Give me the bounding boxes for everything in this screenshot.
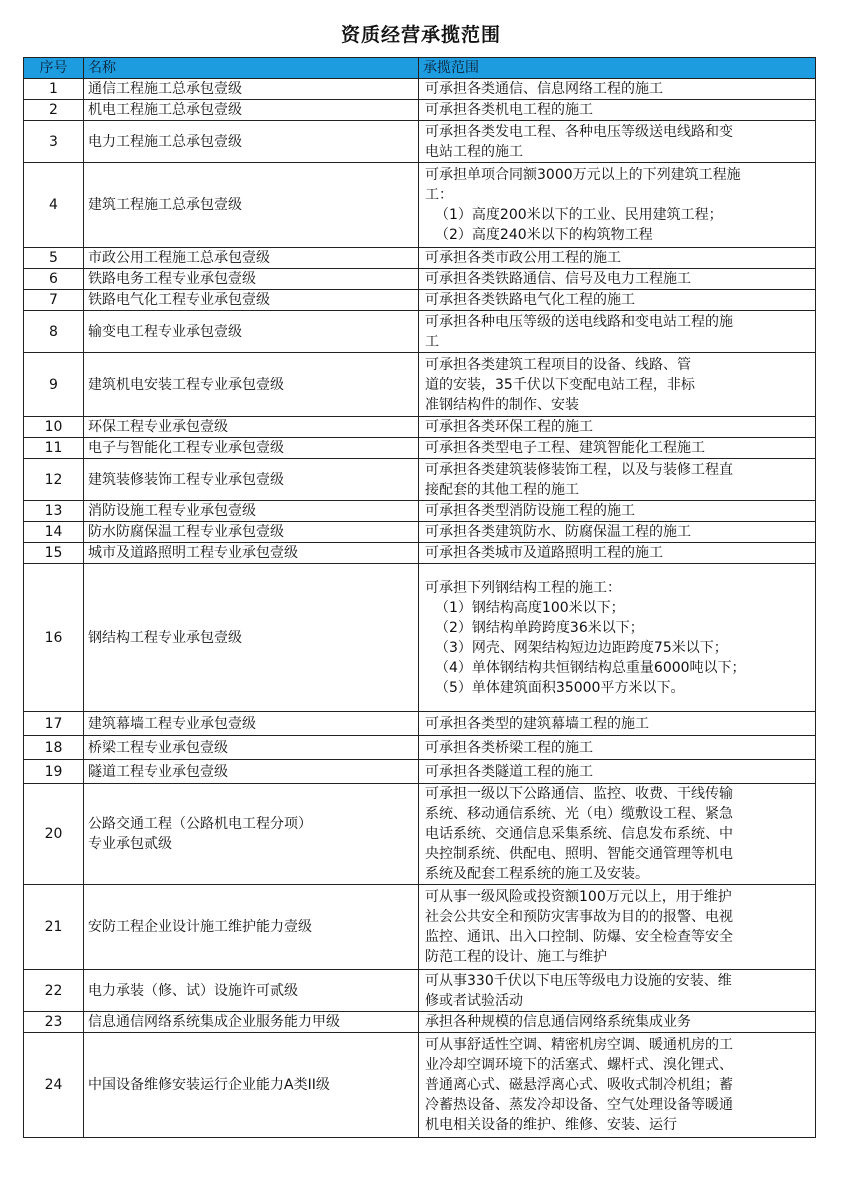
row-scope-line: 可承担各类市政公用工程的施工 [425, 250, 621, 266]
row-scope [419, 269, 816, 290]
row-serial-number: 20 [24, 784, 84, 885]
row-name-line: 机电工程施工总承包壹级 [88, 102, 242, 118]
row-scope-line: 系统及配套工程系统的施工及安装。 [425, 866, 649, 882]
row-name-line: 铁路电务工程专业承包壹级 [88, 271, 256, 287]
header-serial-number: 序号 [24, 58, 84, 79]
row-scope-line: 工 [425, 333, 439, 350]
row-serial-number: 23 [24, 1012, 84, 1033]
row-scope [419, 417, 816, 438]
row-scope-line: 普通离心式、磁悬浮离心式、吸收式制冷机组；蓄 [425, 1077, 733, 1093]
row-serial-number: 5 [24, 248, 84, 269]
row-scope [419, 784, 816, 885]
row-scope-line: 可承担一级以下公路通信、监控、收费、干线传输 [425, 786, 733, 802]
row-scope-line: 可从事330千伏以下电压等级电力设施的安装、维 [425, 972, 732, 989]
row-scope [419, 248, 816, 269]
row-serial-number: 2 [24, 100, 84, 121]
table-row [24, 784, 816, 885]
row-serial-number: 10 [24, 417, 84, 438]
row-scope-line: 防范工程的设计、施工与维护 [425, 949, 607, 965]
table-row [24, 712, 816, 736]
row-serial-number: 16 [24, 564, 84, 712]
row-name [84, 79, 419, 100]
row-scope-line: 接配套的其他工程的施工 [425, 481, 579, 498]
row-name [84, 438, 419, 459]
row-name-line: 隧道工程专业承包壹级 [88, 763, 228, 780]
row-scope-line: 承担各种规模的信息通信网络系统集成业务 [425, 1014, 691, 1030]
table-header-row [24, 58, 816, 79]
row-scope [419, 438, 816, 459]
row-name [84, 163, 419, 248]
row-scope-line: 可承担各类型的建筑幕墙工程的施工 [425, 715, 649, 732]
row-scope-line: 可承担各类铁路电气化工程的施工 [425, 292, 635, 308]
table-row [24, 269, 816, 290]
row-name [84, 248, 419, 269]
row-serial-number: 24 [24, 1033, 84, 1138]
row-scope-line: 机电相关设备的维护、维修、安装、运行 [425, 1117, 677, 1133]
row-scope [419, 353, 816, 417]
row-serial-number: 19 [24, 760, 84, 784]
row-name [84, 459, 419, 501]
table-row [24, 501, 816, 522]
row-serial-number: 15 [24, 543, 84, 564]
row-scope-line: 可承担各类城市及道路照明工程的施工 [425, 545, 663, 561]
row-serial-number: 18 [24, 736, 84, 760]
row-name [84, 1033, 419, 1138]
table-row [24, 248, 816, 269]
row-name [84, 885, 419, 970]
row-scope-line: 社会公共安全和预防灾害事故为目的的报警、电视 [425, 909, 733, 925]
row-scope-line: 工： [425, 187, 453, 203]
row-scope [419, 311, 816, 353]
row-scope-line: 可从事一级风险或投资额100万元以上，用于维护 [425, 889, 732, 905]
table-row [24, 121, 816, 163]
row-scope-line: 可承担各类铁路通信、信号及电力工程施工 [425, 271, 691, 287]
row-scope-line: 可承担各类建筑防水、防腐保温工程的施工 [425, 524, 691, 540]
row-scope-line: 可承担各类隧道工程的施工 [425, 763, 593, 780]
page-title: 资质经营承揽范围 [340, 24, 501, 46]
row-serial-number: 9 [24, 353, 84, 417]
header-name: 名称 [84, 58, 419, 79]
row-name-line: 铁路电气化工程专业承包壹级 [88, 292, 270, 308]
row-name [84, 543, 419, 564]
row-scope [419, 459, 816, 501]
row-scope-line: 可承担单项合同额3000万元以上的下列建筑工程施 [425, 167, 741, 183]
row-scope-line: 系统、移动通信系统、光（电）缆敷设工程、紧急 [425, 806, 733, 822]
row-scope-line: 可承担各种电压等级的送电线路和变电站工程的施 [425, 313, 733, 330]
row-name-line: 钢结构工程专业承包壹级 [88, 629, 242, 646]
row-scope [419, 79, 816, 100]
table-row [24, 543, 816, 564]
table-row [24, 459, 816, 501]
row-name-line: 城市及道路照明工程专业承包壹级 [88, 545, 298, 561]
row-serial-number: 12 [24, 459, 84, 501]
table-row [24, 1012, 816, 1033]
row-serial-number: 17 [24, 712, 84, 736]
row-scope-line: 电站工程的施工 [425, 143, 523, 160]
row-scope-line: 可承担各类机电工程的施工 [425, 102, 593, 118]
row-name [84, 522, 419, 543]
row-name [84, 269, 419, 290]
row-name-line: 电力工程施工总承包壹级 [88, 133, 242, 150]
row-scope [419, 970, 816, 1012]
row-name-line: 信息通信网络系统集成企业服务能力甲级 [88, 1014, 340, 1030]
row-scope-line: 电话系统、交通信息采集系统、信息发布系统、中 [425, 826, 733, 842]
table-row [24, 970, 816, 1012]
row-name-line: 消防设施工程专业承包壹级 [88, 503, 256, 519]
row-scope [419, 885, 816, 970]
header-scope: 承揽范围 [419, 58, 816, 79]
row-scope [419, 163, 816, 248]
row-scope [419, 501, 816, 522]
row-scope [419, 760, 816, 784]
row-name-line: 专业承包贰级 [88, 836, 172, 852]
row-name [84, 784, 419, 885]
row-serial-number: 22 [24, 970, 84, 1012]
row-name-line: 建筑装修装饰工程专业承包壹级 [88, 471, 284, 488]
row-scope [419, 100, 816, 121]
row-serial-number: 3 [24, 121, 84, 163]
row-name [84, 1012, 419, 1033]
table-row [24, 79, 816, 100]
row-name-line: 中国设备维修安装运行企业能力A类II级 [88, 1077, 330, 1093]
row-name-line: 建筑幕墙工程专业承包壹级 [88, 715, 256, 732]
qualification-table [23, 57, 816, 1138]
row-scope [419, 290, 816, 311]
row-scope-line: 修或者试验活动 [425, 992, 523, 1009]
row-name [84, 121, 419, 163]
row-scope-line: （3）网壳、网架结构短边边距跨度75米以下； [435, 639, 728, 656]
row-scope-line: 可承担各类发电工程、各种电压等级送电线路和变 [425, 123, 733, 140]
row-scope-line: 可承担各类型电子工程、建筑智能化工程施工 [425, 440, 705, 456]
row-scope [419, 121, 816, 163]
row-scope [419, 543, 816, 564]
row-scope-line: 可承担各类建筑装修装饰工程，以及与装修工程直 [425, 461, 733, 478]
row-name [84, 501, 419, 522]
row-name-line: 通信工程施工总承包壹级 [88, 81, 242, 97]
table-row [24, 760, 816, 784]
row-scope-line: 准钢结构件的制作、安装 [425, 396, 579, 413]
table-row [24, 353, 816, 417]
row-name [84, 100, 419, 121]
row-name-line: 电子与智能化工程专业承包壹级 [88, 440, 284, 456]
row-name-line: 建筑机电安装工程专业承包壹级 [88, 376, 284, 393]
row-scope-line: 可从事舒适性空调、精密机房空调、暖通机房的工 [425, 1037, 733, 1053]
row-name [84, 712, 419, 736]
row-scope [419, 564, 816, 712]
row-scope [419, 1033, 816, 1138]
row-scope-line: （4）单体钢结构共恒钢结构总重量6000吨以下； [435, 659, 746, 676]
row-name [84, 760, 419, 784]
row-scope-line: （1）钢结构高度100米以下； [435, 599, 625, 616]
row-name-line: 安防工程企业设计施工维护能力壹级 [88, 919, 312, 935]
table-row [24, 100, 816, 121]
row-name-line: 防水防腐保温工程专业承包壹级 [88, 524, 284, 540]
row-scope-line: 可承担各类环保工程的施工 [425, 419, 593, 435]
row-name-line: 电力承装（修、试）设施许可贰级 [88, 982, 298, 999]
row-name-line: 输变电工程专业承包壹级 [88, 323, 242, 340]
row-name [84, 353, 419, 417]
row-serial-number: 14 [24, 522, 84, 543]
row-scope-line: 业冷却空调环境下的活塞式、螺杆式、溴化锂式、 [425, 1057, 733, 1073]
row-scope [419, 1012, 816, 1033]
row-scope-line: （2）高度240米以下的构筑物工程 [435, 227, 653, 243]
row-scope [419, 736, 816, 760]
row-scope-line: 可承担各类建筑工程项目的设备、线路、管 [425, 356, 691, 373]
row-scope [419, 712, 816, 736]
table-row [24, 438, 816, 459]
row-serial-number: 11 [24, 438, 84, 459]
table-row [24, 564, 816, 712]
row-serial-number: 7 [24, 290, 84, 311]
row-scope-line: 道的安装，35千伏以下变配电站工程，非标 [425, 376, 695, 393]
table-row [24, 522, 816, 543]
table-row [24, 736, 816, 760]
row-serial-number: 13 [24, 501, 84, 522]
table-row [24, 163, 816, 248]
row-scope [419, 522, 816, 543]
row-name-line: 公路交通工程（公路机电工程分项） [88, 816, 312, 832]
row-scope-line: （1）高度200米以下的工业、民用建筑工程； [435, 207, 723, 223]
row-name [84, 564, 419, 712]
table-body [24, 79, 816, 1138]
row-serial-number: 8 [24, 311, 84, 353]
table-row [24, 885, 816, 970]
row-name [84, 417, 419, 438]
row-name [84, 290, 419, 311]
row-scope-line: （2）钢结构单跨跨度36米以下； [435, 619, 644, 636]
row-scope-line: 可承担各类桥梁工程的施工 [425, 739, 593, 756]
row-scope-line: 可承担各类型消防设施工程的施工 [425, 503, 635, 519]
row-name-line: 桥梁工程专业承包壹级 [88, 739, 228, 756]
table-row [24, 1033, 816, 1138]
row-name [84, 736, 419, 760]
row-scope-line: （5）单体建筑面积35000平方米以下。 [435, 679, 685, 696]
row-name [84, 311, 419, 353]
row-scope-line: 监控、通讯、出入口控制、防爆、安全检查等安全 [425, 929, 733, 945]
row-serial-number: 21 [24, 885, 84, 970]
row-serial-number: 6 [24, 269, 84, 290]
row-scope-line: 央控制系统、供配电、照明、智能交通管理等机电 [425, 846, 733, 862]
row-serial-number: 1 [24, 79, 84, 100]
row-name-line: 环保工程专业承包壹级 [88, 419, 228, 435]
table-row [24, 417, 816, 438]
row-serial-number: 4 [24, 163, 84, 248]
row-scope-line: 冷蓄热设备、蒸发冷却设备、空气处理设备等暖通 [425, 1097, 733, 1113]
table-row [24, 290, 816, 311]
row-scope-line: 可承担各类通信、信息网络工程的施工 [425, 81, 663, 97]
table-row [24, 311, 816, 353]
row-scope-line: 可承担下列钢结构工程的施工： [425, 579, 621, 596]
row-name-line: 市政公用工程施工总承包壹级 [88, 250, 270, 266]
row-name-line: 建筑工程施工总承包壹级 [88, 197, 242, 213]
row-name [84, 970, 419, 1012]
